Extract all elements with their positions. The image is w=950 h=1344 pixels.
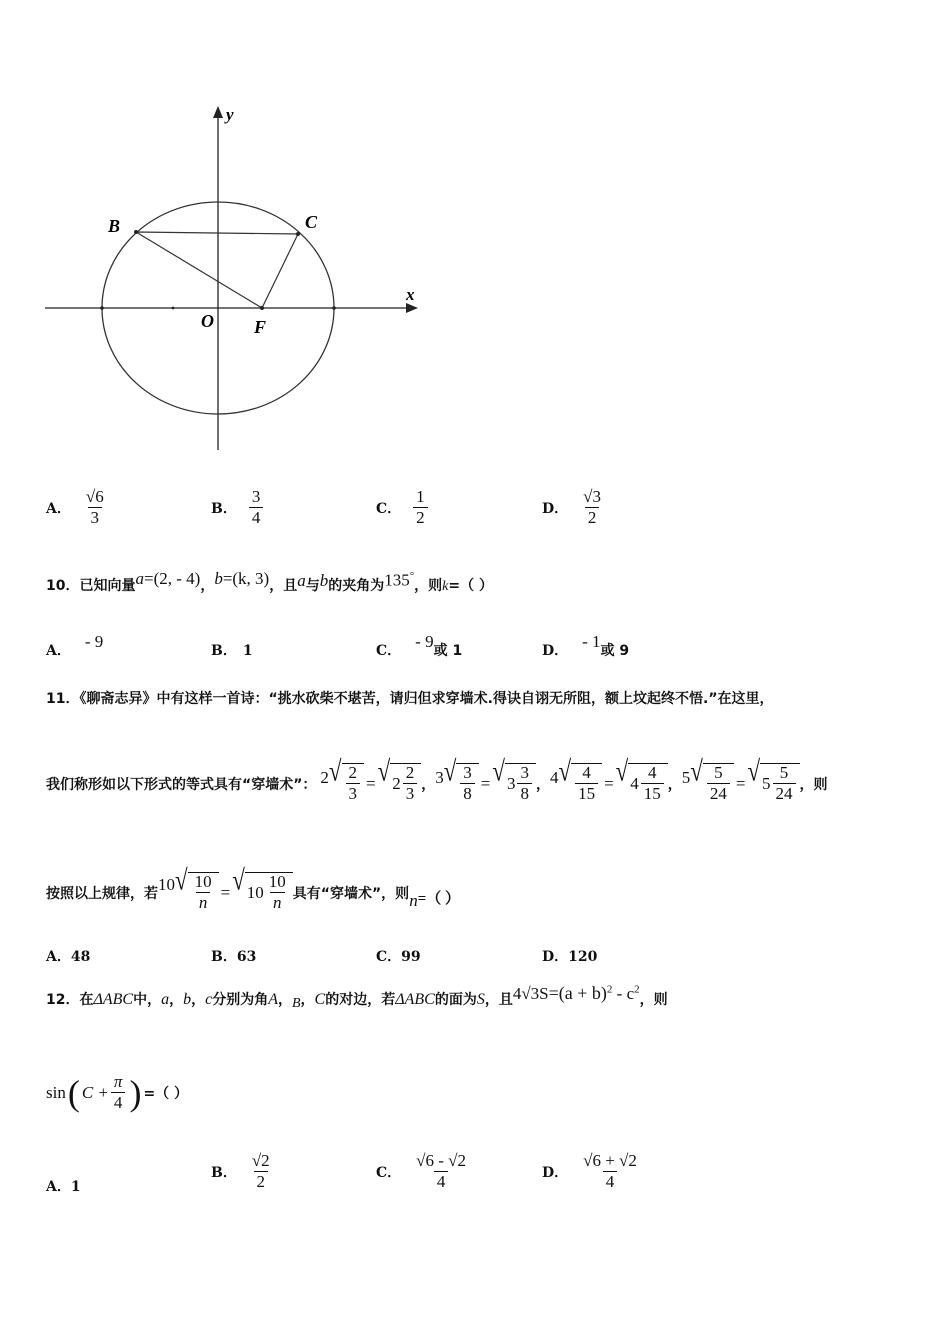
denominator: 8 [460, 783, 475, 804]
sqrt-icon: √ [328, 755, 342, 788]
radicand [760, 763, 800, 804]
option-value: - 9 [84, 632, 104, 651]
option-value: - 1 [582, 632, 601, 651]
point-c-label: C [305, 212, 318, 232]
coef: 2 [320, 767, 329, 787]
point-b-dot [134, 230, 138, 234]
sin-func: sin [46, 1082, 66, 1102]
option-value: 120 [568, 949, 598, 965]
radicand [188, 872, 219, 913]
q12-option-a[interactable] [46, 1176, 81, 1196]
math-expr [135, 569, 200, 589]
eq-minus: - c [612, 984, 635, 1003]
radical [377, 755, 422, 804]
radical [615, 755, 668, 804]
denominator: n [196, 892, 211, 913]
denominator: 24 [773, 783, 796, 804]
coef: 3 [435, 767, 444, 787]
stem-text: ，则 [639, 992, 668, 1008]
x-axis-arrow-icon [406, 303, 418, 313]
separator: ， [300, 992, 315, 1008]
numerator: π [113, 1071, 123, 1091]
fraction [773, 764, 796, 804]
coef: 4 [630, 774, 639, 794]
triangle-bcf [136, 232, 298, 308]
numerator: 10 [268, 872, 286, 892]
stem-text: ，且 [269, 577, 298, 594]
option-label: D． [542, 501, 569, 518]
numerator: √6 + √2 [583, 1151, 637, 1170]
denominator: 3 [346, 783, 361, 804]
coef: 4 [549, 767, 559, 787]
vector-a-value: =(2, - 4) [143, 568, 201, 588]
stem-text: 的夹角为 [328, 577, 385, 594]
radical [492, 755, 536, 804]
sqrt-icon: √ [232, 864, 245, 897]
option-label: B． [211, 949, 237, 965]
equals: = [604, 773, 614, 793]
option-label: B． [211, 501, 237, 518]
stem-text: 已知向量 [79, 577, 136, 594]
numerator: √6 - √2 [416, 1151, 466, 1170]
x-axis-label: x [406, 285, 415, 304]
q9-option-d[interactable] [542, 488, 606, 528]
stem-text: ，且 [484, 992, 513, 1008]
eq-right: =(a + b) [548, 983, 607, 1003]
option-label: A． [46, 949, 71, 965]
numerator: 2 [405, 763, 415, 783]
option-label: A． [46, 501, 71, 518]
option-label: D． [542, 643, 569, 659]
numerator: 10 [194, 872, 212, 892]
radical [558, 755, 602, 804]
angle-a: A [268, 991, 278, 1008]
q10-option-d[interactable] [542, 632, 630, 660]
q10-option-c[interactable] [376, 632, 463, 660]
coef: 5 [681, 767, 691, 787]
triangle-text: ΔABC [395, 991, 435, 1008]
right-intercept-dot [332, 306, 336, 310]
coef: 10 [246, 883, 264, 903]
fraction [707, 764, 730, 804]
point-b-label: B [108, 216, 121, 236]
angle-c: C [314, 991, 326, 1008]
denominator: 4 [249, 507, 264, 528]
separator: ， [421, 777, 436, 793]
numerator: 3 [520, 763, 529, 783]
numerator: 5 [779, 763, 789, 783]
q9-option-b[interactable] [211, 488, 265, 528]
radical [232, 864, 293, 913]
q12-line1 [46, 983, 668, 1011]
fraction [517, 764, 532, 804]
q9-option-c[interactable] [376, 488, 430, 528]
q12-option-d[interactable] [542, 1152, 642, 1192]
numerator: 3 [251, 487, 261, 506]
option-value: 99 [401, 949, 421, 965]
math-var: k [442, 578, 449, 594]
circle-figure [40, 100, 430, 460]
y-axis-label: y [226, 105, 234, 124]
sqrt-icon: √ [443, 755, 457, 788]
radical [690, 755, 734, 804]
radical [747, 755, 799, 804]
numerator: √2 [251, 1151, 270, 1170]
stem-text: 按照以上规律，若 [46, 886, 158, 902]
coef: 5 [762, 774, 771, 794]
math-expr [214, 569, 269, 589]
radicand [456, 763, 479, 804]
sqrt-icon: √ [615, 755, 629, 788]
option-label: C． [376, 1165, 402, 1182]
sin-expression [46, 1073, 143, 1113]
option-label: A． [46, 643, 71, 659]
equals: = [220, 882, 231, 902]
option-value: 63 [236, 949, 257, 965]
denominator: 15 [575, 783, 598, 804]
denominator: 8 [517, 783, 532, 804]
stem-text: 的对边，若 [325, 992, 396, 1008]
coef: 3 [506, 774, 516, 794]
math-var: a [297, 570, 306, 590]
fraction [192, 873, 215, 913]
equals: = [480, 773, 491, 793]
denominator: n [270, 892, 285, 913]
fraction [460, 764, 475, 804]
vector-a: a [135, 568, 144, 588]
fraction [346, 764, 361, 804]
radicand [505, 763, 536, 804]
coef: 10 [158, 874, 175, 894]
q11-option-b[interactable] [211, 946, 256, 966]
option-value: 1 [242, 643, 253, 659]
stem-text: 的面为 [434, 992, 477, 1008]
side-b: b [183, 991, 192, 1008]
exponent: 2 [634, 983, 640, 996]
fraction [83, 488, 107, 528]
numerator: 3 [463, 763, 472, 783]
option-label: D． [542, 949, 569, 965]
option-label: B． [211, 643, 237, 659]
wall-equation-1 [320, 755, 421, 804]
wall-equation-3 [549, 755, 668, 804]
numerator: 1 [416, 487, 425, 506]
numerator: √6 [85, 487, 104, 506]
radical [328, 755, 364, 804]
denominator: 4 [434, 1171, 449, 1192]
c-plus: C + [81, 1082, 109, 1102]
y-axis-arrow-icon [213, 106, 223, 118]
separator: ， [277, 992, 292, 1008]
numerator: 2 [348, 763, 357, 783]
fraction [403, 764, 418, 804]
equals: = [735, 773, 746, 793]
stem-text: 具有“穿墙术”，则 [292, 886, 410, 902]
sqrt-icon: √ [492, 755, 505, 788]
sqrt-icon: √ [747, 755, 761, 788]
q11-option-c[interactable] [376, 946, 421, 966]
triangle-text: ΔABC [93, 991, 134, 1008]
point-c-dot [296, 232, 300, 236]
origin-label: O [201, 311, 214, 331]
sqrt-icon: √ [377, 755, 391, 788]
vector-b-value: =(k, 3) [222, 568, 270, 588]
tick-dot [172, 307, 175, 310]
option-suffix: 或 1 [433, 643, 463, 659]
separator: ， [535, 777, 550, 793]
q11-line2 [46, 746, 828, 822]
radicand [703, 763, 734, 804]
option-value: - 9 [415, 632, 434, 651]
side-c: c [205, 991, 213, 1008]
radicand [390, 763, 421, 804]
q10-option-a[interactable] [46, 632, 104, 660]
stem-text: 《聊斋志异》中有这样一首诗：“挑水砍柴不堪苦，请归但求穿墙术.得诀自诩无所阻，额上坟起终不悟.”在这里， [79, 691, 774, 707]
radicand [342, 763, 365, 804]
coef: 2 [392, 774, 401, 794]
angle-b: B [291, 996, 301, 1011]
side-a: a [161, 991, 170, 1008]
fraction [580, 1152, 640, 1192]
question-number: 10． [46, 577, 80, 594]
q9-option-a[interactable] [46, 488, 109, 528]
denominator: 3 [403, 783, 418, 804]
denominator: 15 [641, 783, 664, 804]
separator: ， [667, 777, 682, 793]
denominator: 4 [603, 1171, 618, 1192]
q12-option-c[interactable] [376, 1152, 471, 1192]
wall-equation-4 [681, 755, 800, 804]
answer-blank: =（ ） [448, 577, 493, 594]
point-f-label: F [254, 317, 267, 337]
denominator: 2 [413, 507, 428, 528]
denominator: 4 [111, 1092, 126, 1113]
denominator: 24 [707, 783, 730, 804]
q10-option-b[interactable] [211, 640, 253, 660]
fraction [641, 764, 664, 804]
q11-option-d[interactable] [542, 946, 597, 966]
angle-value [384, 570, 414, 591]
left-intercept-dot [100, 306, 104, 310]
numerator: 4 [582, 763, 591, 783]
fraction [575, 764, 598, 804]
triangle-name [395, 991, 435, 1009]
numerator: √3 [583, 487, 601, 506]
math-var: b [319, 570, 329, 590]
question-number: 12． [46, 992, 80, 1008]
separator: ， [191, 992, 206, 1008]
sqrt-icon: √ [558, 755, 572, 788]
wall-equation-n [158, 864, 293, 913]
radicand [245, 872, 293, 913]
question-number: 11． [46, 691, 80, 707]
q12-option-b[interactable] [211, 1152, 275, 1192]
separator: ， [169, 992, 184, 1008]
fraction [249, 488, 264, 528]
vector-b: b [214, 568, 223, 588]
stem-text: 我们称形如以下形式的等式具有“穿墙术”： [46, 777, 317, 793]
option-value: 48 [70, 949, 91, 965]
area-equation [513, 983, 640, 1004]
numerator: 5 [714, 763, 723, 783]
radical [443, 755, 479, 804]
fraction [111, 1073, 126, 1113]
denominator: 3 [88, 507, 103, 528]
denominator: 2 [254, 1171, 269, 1192]
fraction [413, 488, 428, 528]
numerator: 4 [648, 763, 657, 783]
stem-text: 与 [305, 577, 320, 594]
paren-close: ) [129, 1072, 142, 1113]
triangle-name [93, 991, 133, 1009]
stem-text: 分别为角 [212, 992, 269, 1008]
exponent: 2 [606, 983, 613, 996]
denominator: 2 [585, 507, 600, 528]
wall-equation-2 [435, 755, 536, 804]
option-label: B． [211, 1165, 237, 1182]
q11-option-a[interactable] [46, 946, 90, 966]
answer-blank: =（ ） [417, 890, 460, 907]
sqrt-icon: √ [690, 755, 703, 788]
option-label: D． [542, 1165, 569, 1182]
math-var: n [409, 891, 418, 910]
angle-number: 135 [384, 570, 410, 590]
degree-symbol: ° [409, 570, 415, 582]
option-label: A． [46, 1179, 71, 1195]
q11-line1 [46, 688, 774, 708]
option-label: C． [376, 949, 402, 965]
answer-blank: =（ ） [143, 1086, 189, 1102]
radical [175, 864, 219, 913]
q11-line3 [46, 858, 460, 928]
fraction [580, 488, 604, 528]
sqrt-icon: √ [175, 864, 188, 897]
fraction [266, 873, 289, 913]
q10-stem [46, 568, 493, 595]
area-s: S [476, 991, 485, 1008]
stem-text: 中， [133, 992, 162, 1008]
radicand [571, 763, 602, 804]
option-suffix: 或 9 [600, 643, 630, 659]
stem-text: ， [200, 577, 215, 594]
radicand [628, 763, 668, 804]
option-label: C． [376, 501, 402, 518]
eq-left: 4√3S [512, 984, 549, 1003]
paren-open: ( [67, 1072, 80, 1113]
option-value: 1 [70, 1179, 81, 1195]
point-f-dot [260, 306, 264, 310]
stem-text: 在 [79, 992, 94, 1008]
stem-text: ，则 [414, 577, 443, 594]
option-label: C． [376, 643, 402, 659]
q12-line2 [46, 1068, 188, 1118]
equals: = [366, 773, 376, 793]
fraction [413, 1152, 469, 1192]
stem-text: ，则 [799, 777, 828, 793]
fraction [249, 1152, 273, 1192]
